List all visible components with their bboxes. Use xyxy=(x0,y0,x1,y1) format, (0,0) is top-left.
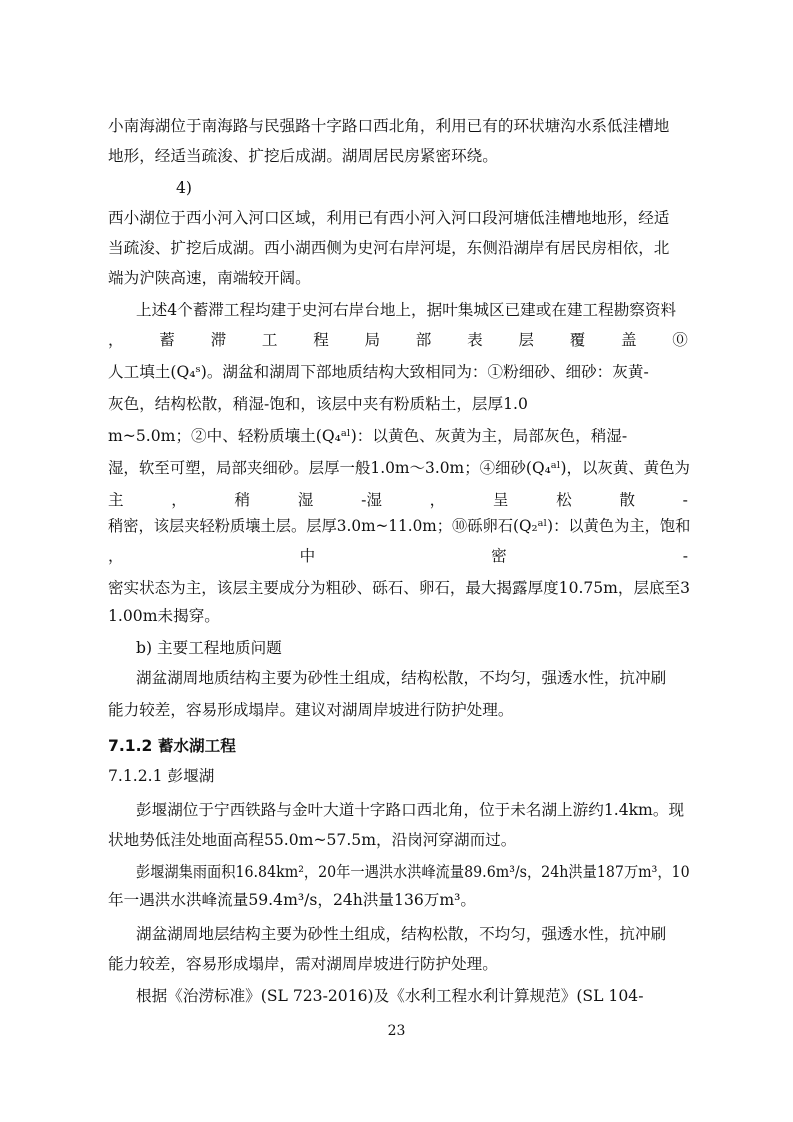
text-line: 稍密，该层夹轻粉质壤土层。层厚3.0m~11.0m；⑩砾卵石(Q₂ᵃˡ)：以黄色为主，饱和 xyxy=(108,517,691,535)
text-line: 能力较差，容易形成塌岸，需对湖周岸坡进行防护处理。 xyxy=(108,955,498,973)
text-glyph: 表 xyxy=(467,331,483,349)
text-glyph: 覆 xyxy=(569,331,586,349)
text-glyph: ， xyxy=(171,491,187,509)
text-glyph: 部 xyxy=(415,331,432,349)
text-glyph: 滞 xyxy=(210,331,227,349)
text-glyph: 蓄 xyxy=(159,331,175,349)
text-line: 湖盆湖周地层结构主要为砂性土组成，结构松散，不均匀，强透水性，抗冲刷 xyxy=(136,925,667,943)
text-line: m~5.0m；②中、轻粉质壤土(Q₄ᵃˡ)：以黄色、灰黄为主，局部灰色，稍湿- xyxy=(108,427,628,445)
text-glyph: 稍 xyxy=(234,491,251,509)
text-line: 人工填土(Q₄ˢ)。湖盆和湖周下部地质结构大致相同为：①粉细砂、细砂：灰黄- xyxy=(108,363,649,381)
justified-text-line xyxy=(108,490,688,510)
text-line: 当疏浚、扩挖后成湖。西小湖西侧为史河右岸河堤，东侧沿湖岸有居民房相依，北 xyxy=(108,239,670,257)
text-glyph: 呈 xyxy=(492,491,509,509)
text-glyph: 盖 xyxy=(620,331,637,349)
text-glyph: ， xyxy=(108,547,124,565)
text-glyph: 中 xyxy=(299,547,316,565)
subsection-heading: 7.1.2.1 彭堰湖 xyxy=(108,767,215,785)
page-number: 23 xyxy=(387,1023,406,1039)
text-line: 能力较差，容易形成塌岸。建议对湖周岸坡进行防护处理。 xyxy=(108,701,514,719)
text-glyph: 湿 xyxy=(297,491,314,509)
justified-text-line xyxy=(108,546,688,566)
text-line: 年一遇洪水洪峰流量59.4m³/s，24h洪量136万m³。 xyxy=(108,891,477,909)
text-line: 灰色，结构松散，稍湿-饱和，该层中夹有粉质粘土，层厚1.0 xyxy=(108,395,528,413)
text-glyph: - xyxy=(682,547,688,565)
text-line: 小南海湖位于南海路与民强路十字路口西北角，利用已有的环状塘沟水系低洼槽地 xyxy=(108,117,670,135)
section-heading: 7.1.2 蓄水湖工程 xyxy=(108,737,236,755)
text-line: 1.00m未揭穿。 xyxy=(108,607,220,625)
text-line: 西小湖位于西小河入河口区域，利用已有西小河入河口段河塘低洼槽地地形，经适 xyxy=(108,209,670,227)
list-marker: 4) xyxy=(176,179,193,197)
text-glyph: 程 xyxy=(313,331,329,349)
text-glyph: 局 xyxy=(364,331,381,349)
text-glyph: ⓪ xyxy=(672,331,688,349)
text-glyph: -湿 xyxy=(361,491,382,509)
text-line: 状地势低洼处地面高程55.0m~57.5m，沿岗河穿湖而过。 xyxy=(108,831,517,849)
justified-text-line xyxy=(108,330,688,350)
text-line: 端为沪陕高速，南端较开阔。 xyxy=(108,269,311,287)
text-glyph: - xyxy=(682,491,688,509)
text-line: 湿，软至可塑，局部夹细砂。层厚一般1.0m～3.0m；④细砂(Q₄ᵃˡ)，以灰黄、黄色为 xyxy=(108,459,691,477)
text-line: 根据《治涝标准》(SL 723-2016)及《水利工程水利计算规范》(SL 104- xyxy=(136,987,644,1005)
text-glyph: ， xyxy=(108,331,124,349)
text-line: 彭堰湖集雨面积16.84km²，20年一遇洪水洪峰流量89.6m³/s，24h洪量187万m³，10 xyxy=(136,863,690,881)
text-glyph: 层 xyxy=(518,331,534,349)
text-line: 彭堰湖位于宁西铁路与金叶大道十字路口西北角，位于未名湖上游约1.4km。现 xyxy=(136,801,685,819)
text-glyph: 密 xyxy=(491,547,507,565)
text-glyph: 工 xyxy=(261,331,278,349)
subsection-label: b) 主要工程地质问题 xyxy=(136,639,282,657)
text-line: 上述4个蓄滞工程均建于史河右岸台地上，据叶集城区已建或在建工程勘察资料 xyxy=(136,301,677,319)
text-line: 密实状态为主，该层主要成分为粗砂、砾石、卵石，最大揭露厚度10.75m，层底至3 xyxy=(108,579,690,597)
text-glyph: 主 xyxy=(108,491,124,509)
text-glyph: 松 xyxy=(556,491,572,509)
text-glyph: 散 xyxy=(619,491,635,509)
text-glyph: ， xyxy=(429,491,446,509)
text-line: 湖盆湖周地质结构主要为砂性土组成，结构松散，不均匀，强透水性，抗冲刷 xyxy=(136,669,667,687)
text-line: 地形，经适当疏浚、扩挖后成湖。湖周居民房紧密环绕。 xyxy=(108,147,498,165)
